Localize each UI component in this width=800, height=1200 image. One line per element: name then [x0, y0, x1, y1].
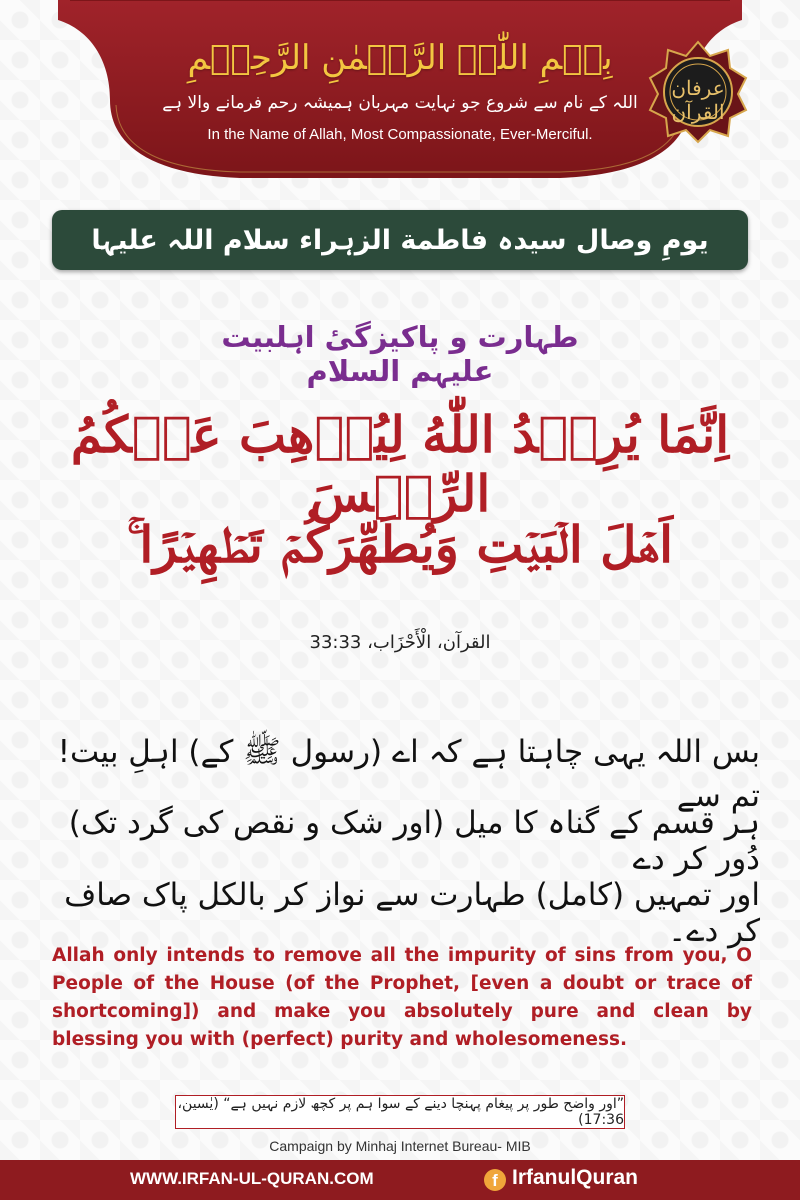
- subtitle: طہارت و پاکیزگیٔ اہلبیت علیہم السلام: [221, 320, 579, 388]
- page-title: یومِ وصال سیدہ فاطمة الزہراء سلام اللہ علیہا: [52, 210, 748, 270]
- verse-line-1: اِنَّمَا يُرِيۡدُ اللّٰهُ لِيُذۡهِبَ عَنۡكُمُ الرِّجۡسَ: [70, 405, 730, 523]
- english-translation: Allah only intends to remove all the impurity of sins from you, O People of the House (of the Prophet, [even a doubt or trace of shortcoming]) and make you absolutely pure and clean by blessing you with (perfect) purity and wholesomeness.: [52, 945, 752, 1050]
- quote-box: ”اور واضح طور پر پیغام پہنچا دینے کے سوا ہم پر کچھ لازم نہیں ہے“ (یٰسین، 17:36): [175, 1095, 625, 1129]
- facebook-icon[interactable]: f: [484, 1169, 506, 1191]
- bismillah-urdu-translation: اللہ کے نام سے شروع جو نہایت مہربان ہمیشہ رحم فرمانے والا ہے: [162, 93, 638, 113]
- bismillah-arabic: بِسۡمِ اللّٰہِ الرَّحۡمٰنِ الرَّحِیۡمِ: [187, 38, 613, 78]
- urdu-translation-line-1: بس اللہ یہی چاہتا ہے کہ اے (رسول ﷺ کے) اہلِ بیت! تم سے: [57, 734, 760, 814]
- bismillah-english-translation: In the Name of Allah, Most Compassionate, Ever-Merciful.: [207, 126, 593, 143]
- verse-line-2: اَهۡلَ الۡبَيۡتِ وَيُطَهِّرَكُمۡ تَطۡهِيۡرًا ۚ: [126, 515, 674, 574]
- campaign-credit: Campaign by Minhaj Internet Bureau- MIB: [269, 1138, 531, 1154]
- website-link[interactable]: WWW.IRFAN-UL-QURAN.COM: [130, 1169, 374, 1188]
- facebook-handle-link[interactable]: IrfanulQuran: [512, 1166, 639, 1189]
- urdu-translation-line-2: ہر قسم کے گناہ کا میل (اور شک و نقص کی گرد تک) دُور کر دے: [68, 805, 760, 877]
- verse-reference: القرآن، الْأَحْزَاب، 33:33: [309, 632, 491, 653]
- seal-label: عرفان القرآن: [671, 76, 725, 124]
- urdu-translation-line-3: اور تمہیں (کامل) طہارت سے نواز کر بالکل پاک صاف کر دے۔: [64, 877, 760, 949]
